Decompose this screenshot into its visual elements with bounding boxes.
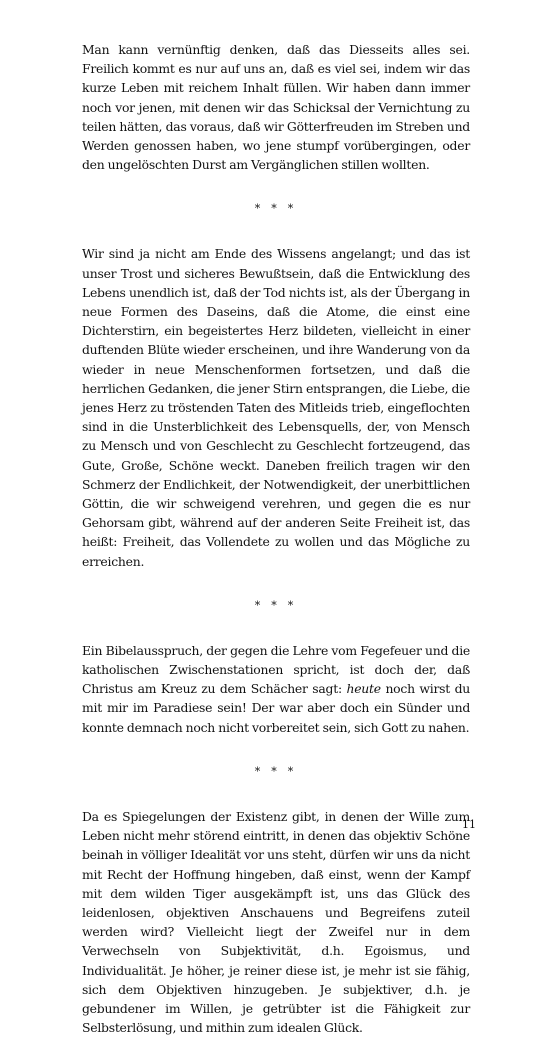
- main-text: [82, 40, 470, 1037]
- paragraph-3-emphasis: heute: [346, 681, 381, 697]
- section-separator: * * *: [254, 598, 298, 612]
- paragraph-3: [82, 641, 470, 737]
- section-separator: * * *: [254, 202, 298, 216]
- paragraph-3-text-after: noch wirst du mit mir im Paradiese sein! Der war aber doch ein Sünder und konnte demnach noch nicht vorbereitet sein, sich Gott zu nahen.: [82, 681, 471, 735]
- page-number: 11: [462, 818, 476, 831]
- paragraph-4: Da es Spiegelungen der Existenz gibt, in denen der Wille zum Leben nicht mehr störend eintritt, in denen das objektiv Schöne beinah in völliger Idealität vor uns steht, dürfen wir uns da nicht mit Recht der Hoffnung hingeben, daß einst, wenn der Kampf mit dem wilden Tiger ausgekämpft ist, uns das Glück des leidenlosen, objektiven Anschauens und Begreifens zuteil werden wird? Vielleicht liegt der Zweifel nur in dem Verwechseln von Subjektivität, d.h. Egoismus, und Individualität. Je höher, je reiner diese ist, je mehr ist sie fähig, sich dem Objektiven hinzugeben. Je subjektiver, d.h. je gebundener im Willen, je getrübter ist die Fähigkeit zur Selbsterlösung, und mithin zum idealen Glück.: [82, 808, 470, 1036]
- paragraph-3-text-before: Ein Bibelausspruch, der gegen die Lehre vom Fegefeuer und die katholischen Zwischenstationen spricht, ist doch der, daß Christus am Kreuz zu dem Schächer sagt:: [82, 642, 470, 697]
- section-separator: * * *: [254, 764, 298, 778]
- paragraph-2: Wir sind ja nicht am Ende des Wissens angelangt; und das ist unser Trost und sicheres Bewußtsein, daß die Entwicklung des Lebens unendlich ist, daß der Tod nichts ist, als der Übergang in neue Formen des Daseins, daß die Atome, die einst eine Dichterstirn, ein begeistertes Herz bildeten, vielleicht in einer duftenden Blüte wieder erscheinen, und ihre Wanderung von da wieder in neue Menschenformen fortsetzen, und daß die herrlichen Gedanken, die jener Stirn entsprangen, die Liebe, die jenes Herz zu tröstenden Taten des Mitleids trieb, eingeflochten sind in die Unsterblichkeit des Lebensquells, der, von Mensch zu Mensch und von Geschlecht zu Geschlecht fortzeugend, das Gute, Große, Schöne weckt. Daneben freilich tragen wir den Schmerz der Endlichkeit, der Notwendigkeit, der unerbittlichen Göttin, die wir schweigend verehren, und gegen die es nur Gehorsam gibt, während auf der anderen Seite Freiheit ist, das heißt: Freiheit, das Vollendete zu wollen und das Mögliche zu erreichen.: [82, 246, 470, 569]
- paragraph-1: Man kann vernünftig denken, daß das Diesseits alles sei. Freilich kommt es nur auf uns an, daß es viel sei, indem wir das kurze Leben mit reichem Inhalt füllen. Wir haben dann immer noch vor jenen, mit denen wir das Schicksal der Vernichtung zu teilen hätten, das voraus, daß wir Götterfreuden im Streben und Werden genossen haben, wo jene stumpf vorübergingen, oder den ungelöschten Durst am Vergänglichen stillen wollten.: [82, 42, 470, 173]
